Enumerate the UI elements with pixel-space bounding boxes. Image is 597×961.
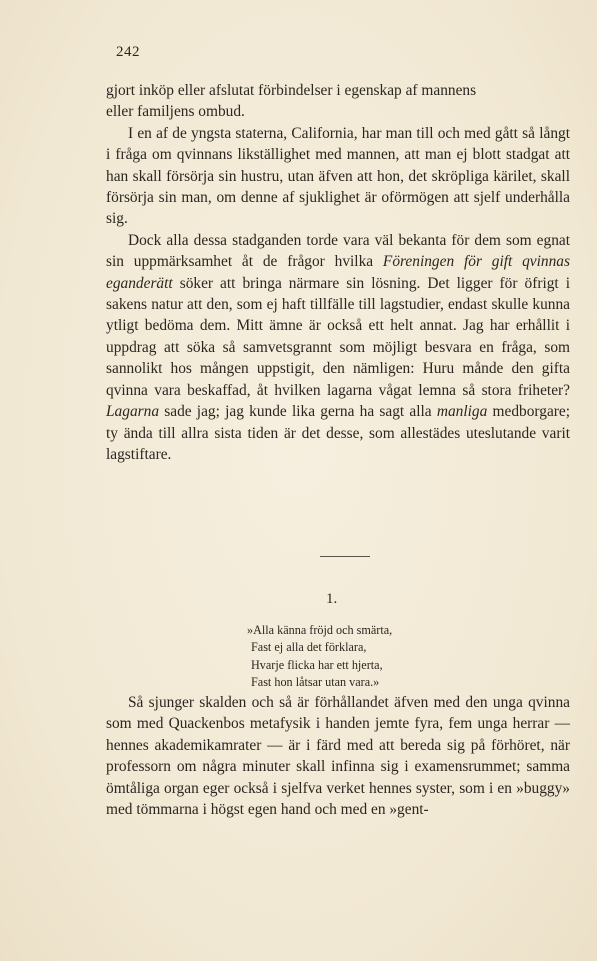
section-divider (320, 556, 370, 557)
poem-line-4: Fast hon låtsar utan vara.» (251, 675, 380, 690)
paragraph-3-part-2: söker att bringa närmare sin lösning. Det ligger för öfrigt i sakens natur att den, som ej haft tillfälle till lagstudier, endast skulle kunna ytligt bedöma dem. Mitt ämne är också ett helt annat. Jag har erhållit i uppdrag att söka så samvetsgrannt som möjligt besvara en fråga, som sannolikt hos mången uppstigit, den nämligen: Huru månde den gifta qvinna vara beskaffad, åt hvilken lagarna vågat lemna så stora friheter? (106, 274, 570, 399)
paragraph-skalden: Så sjunger skalden och så är förhållandet äfven med den unga qvinna som med Quackenbos metafysik i handen jemte fyra, fem unga herrar — hennes akademikamrater — är i färd med att bereda sig på förhöret, när professorn om några minuter skall infinna sig i examensrummet; samma ömtåliga organ eger också i sjelfva verket hennes syster, som i en »buggy» med tömmarna i högst egen hand och med en »gent- (106, 694, 570, 819)
body-text-top (106, 80, 570, 465)
poem-quote (247, 622, 392, 692)
paragraph-stadganden (106, 230, 570, 465)
body-text-bottom (106, 692, 570, 820)
poem-line-3: Hvarje flicka har ett hjerta, (251, 657, 383, 672)
paragraph-1-line-2: eller familjens ombud. (106, 103, 245, 121)
poem-line-2: Fast ej alla det förklara, (251, 640, 367, 655)
paragraph-3-emphasis-manliga: manliga (436, 403, 488, 421)
page-number: 242 (116, 44, 140, 60)
section-number: 1. (326, 591, 338, 607)
paragraph-3-emphasis-lagarna: Lagarna (106, 403, 160, 421)
paragraph-3-part-3: sade jag; jag kunde lika gerna ha sagt alla (159, 403, 437, 421)
paragraph-3-emphasis-foreningen: Föreningen för gift qvinnas eganderätt (106, 253, 570, 292)
paragraph-3-part-4: medborgare; ty ända till allra sista tiden är det desse, som allestädes uteslutande varit lagstiftare. (106, 403, 571, 463)
paragraph-california: I en af de yngsta staterna, California, har man till och med gått så långt i fråga om qvinnans likställighet med mannen, att man ej blott stadgat att han skall försörja sin hustru, utan äfven att hon, det skröpliga kärilet, skall försörja sin man, om denne af sjuklighet är oförmögen att sjelf underhålla sig. (106, 124, 570, 228)
paragraph-3-part-1: Dock alla dessa stadganden torde vara väl bekanta för dem som egnat sin uppmärksamhet åt de frågor hvilka (106, 231, 570, 271)
paragraph-1-line-1: gjort inköp eller afslutat förbindelser i egenskap af mannens (106, 82, 477, 99)
paragraph-continuation (106, 80, 570, 123)
poem-line-1: »Alla känna fröjd och smärta, (247, 623, 393, 637)
